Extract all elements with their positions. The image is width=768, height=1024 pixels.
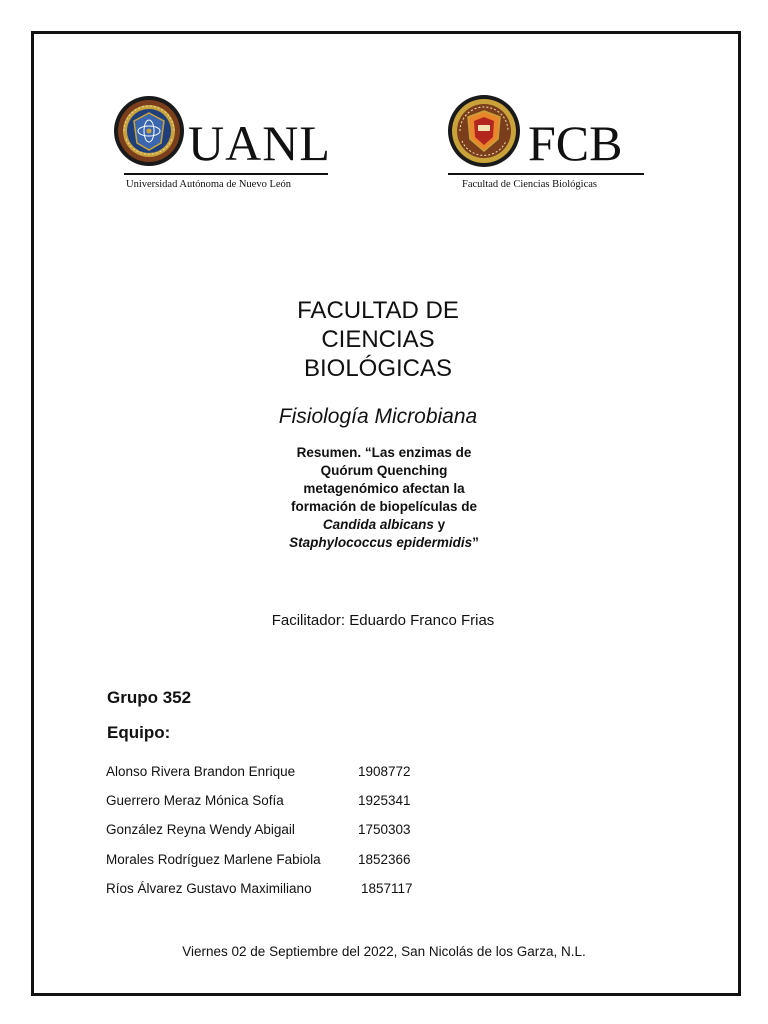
uanl-rule <box>124 173 328 175</box>
member-name: Guerrero Meraz Mónica Sofía <box>106 793 284 808</box>
abstract-conjunction: y <box>433 517 446 532</box>
member-id: 1925341 <box>358 793 411 808</box>
fcb-logo <box>414 63 622 195</box>
member-name: Morales Rodríguez Marlene Fabiola <box>106 852 321 867</box>
uanl-seal-icon <box>112 93 186 169</box>
species-staphylococcus: Staphylococcus epidermidis <box>289 535 473 550</box>
abstract-line-4: formación de biopelículas de <box>290 499 478 514</box>
title-line-1: FACULTAD DE <box>297 297 459 324</box>
abstract-line-1: Resumen. “Las enzimas de <box>296 445 472 460</box>
uanl-wordmark: UANL <box>188 115 331 171</box>
uanl-logo <box>84 63 331 195</box>
member-id: 1852366 <box>358 852 411 867</box>
date-place-footer: Viernes 02 de Septiembre del 2022, San Nicolás de los Garza, N.L. <box>182 944 586 959</box>
abstract-close-quote: ” <box>472 535 479 550</box>
member-id: 1857117 <box>361 881 413 896</box>
uanl-subtitle: Universidad Autónoma de Nuevo León <box>126 179 292 190</box>
member-name: Ríos Álvarez Gustavo Maximiliano <box>106 881 312 896</box>
abstract-line-2: Quórum Quenching <box>320 463 448 478</box>
member-name: González Reyna Wendy Abigail <box>106 822 295 837</box>
title-line-2: CIENCIAS <box>321 326 435 353</box>
member-name: Alonso Rivera Brandon Enrique <box>106 764 296 779</box>
species-candida: Candida albicans <box>322 517 434 532</box>
fcb-wordmark: FCB <box>528 115 623 171</box>
title-line-3: BIOLÓGICAS <box>303 355 453 382</box>
fcb-seal-icon <box>446 93 522 169</box>
group-label: Grupo 352 <box>107 688 192 707</box>
member-id: 1750303 <box>358 822 411 837</box>
abstract-line-3: metagenómico afectan la <box>303 481 465 496</box>
fcb-subtitle: Facultad de Ciencias Biológicas <box>462 179 598 190</box>
abstract-title <box>262 444 506 552</box>
course-name: Fisiología Microbiana <box>278 405 478 428</box>
member-id: 1908772 <box>358 764 411 779</box>
team-label: Equipo: <box>107 723 171 742</box>
facilitator: Facilitador: Eduardo Franco Frias <box>271 612 495 629</box>
faculty-title <box>228 296 528 383</box>
fcb-rule <box>448 173 644 175</box>
